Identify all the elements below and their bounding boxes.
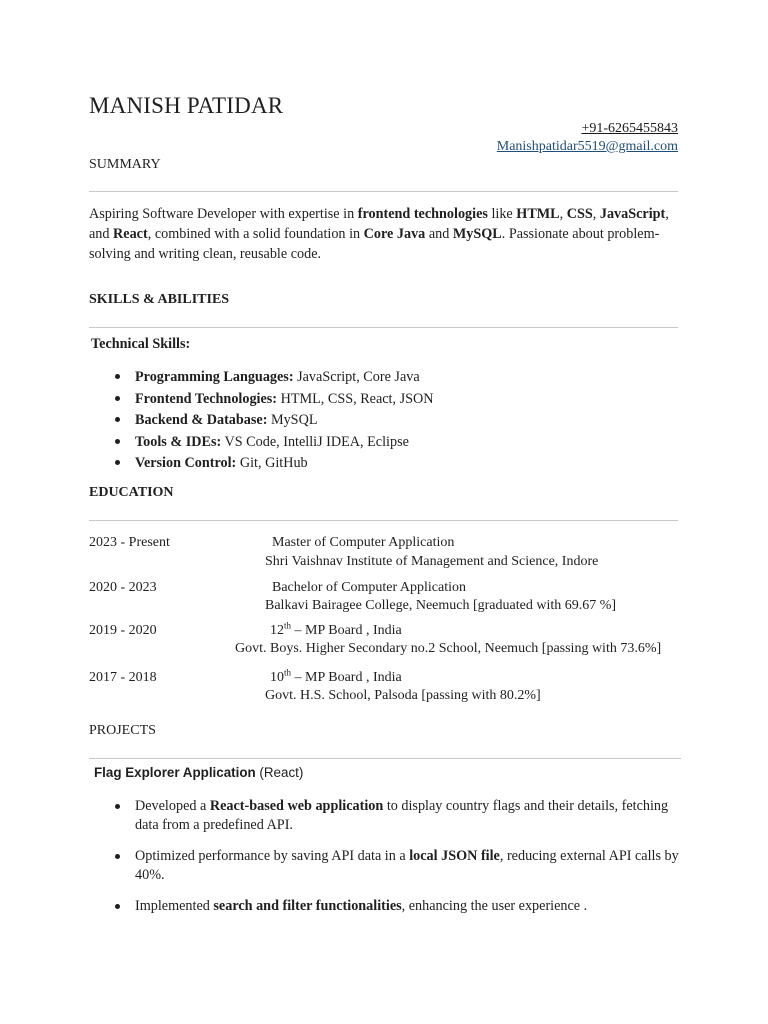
education-date: 2023 - Present <box>89 535 170 550</box>
project-bullets <box>89 797 689 928</box>
list-item: Backend & Database: MySQL <box>89 410 434 432</box>
project-bullet: Implemented search and filter functionalities, enhancing the user experience . <box>89 897 689 916</box>
summary-heading: SUMMARY <box>89 157 161 172</box>
education-divider <box>89 520 678 521</box>
skills-heading: SKILLS & ABILITIES <box>89 292 230 307</box>
skills-list <box>89 367 434 475</box>
education-heading: EDUCATION <box>89 485 174 500</box>
list-item: Programming Languages: JavaScript, Core Java <box>89 367 434 389</box>
list-item: Version Control: Git, GitHub <box>89 453 434 475</box>
education-school: Shri Vaishnav Institute of Management and Science, Indore <box>265 554 599 569</box>
skills-divider <box>89 327 678 328</box>
education-date: 2020 - 2023 <box>89 580 157 595</box>
education-degree: 10th – MP Board , India <box>270 667 402 685</box>
list-item: Frontend Technologies: HTML, CSS, React, JSON <box>89 389 434 411</box>
education-degree: Master of Computer Application <box>272 535 455 550</box>
projects-divider <box>89 758 681 759</box>
project-bullet: Optimized performance by saving API data in a local JSON file, reducing external API calls by 40%. <box>89 847 689 885</box>
project-title: Flag Explorer Application (React) <box>94 765 304 780</box>
summary-divider <box>89 191 678 192</box>
phone-number[interactable]: +91-6265455843 <box>581 121 678 136</box>
education-school: Balkavi Bairagee College, Neemuch [graduated with 69.67 %] <box>265 598 617 613</box>
education-date: 2019 - 2020 <box>89 623 157 638</box>
education-degree: Bachelor of Computer Application <box>272 580 467 595</box>
education-date: 2017 - 2018 <box>89 670 157 685</box>
education-school: Govt. H.S. School, Palsoda [passing with 80.2%] <box>265 688 541 703</box>
summary-text: Aspiring Software Developer with expertise in frontend technologies like HTML, CSS, JavaScript, and React, combined with a solid foundation in Core Java and MySQL. Passionate about problem-solving and writing clean, reusable code. <box>89 206 669 262</box>
technical-skills-subheading: Technical Skills: <box>91 336 191 352</box>
project-bullet: Developed a React-based web application to display country flags and their details, fetching data from a predefined API. <box>89 797 689 835</box>
projects-heading: PROJECTS <box>89 723 156 738</box>
resume-name: MANISH PATIDAR <box>89 93 284 118</box>
education-degree: 12th – MP Board , India <box>270 620 402 638</box>
list-item: Tools & IDEs: VS Code, IntelliJ IDEA, Eclipse <box>89 432 434 454</box>
education-school: Govt. Boys. Higher Secondary no.2 School, Neemuch [passing with 73.6%] <box>235 641 662 656</box>
email-link[interactable]: Manishpatidar5519@gmail.com <box>496 139 678 154</box>
